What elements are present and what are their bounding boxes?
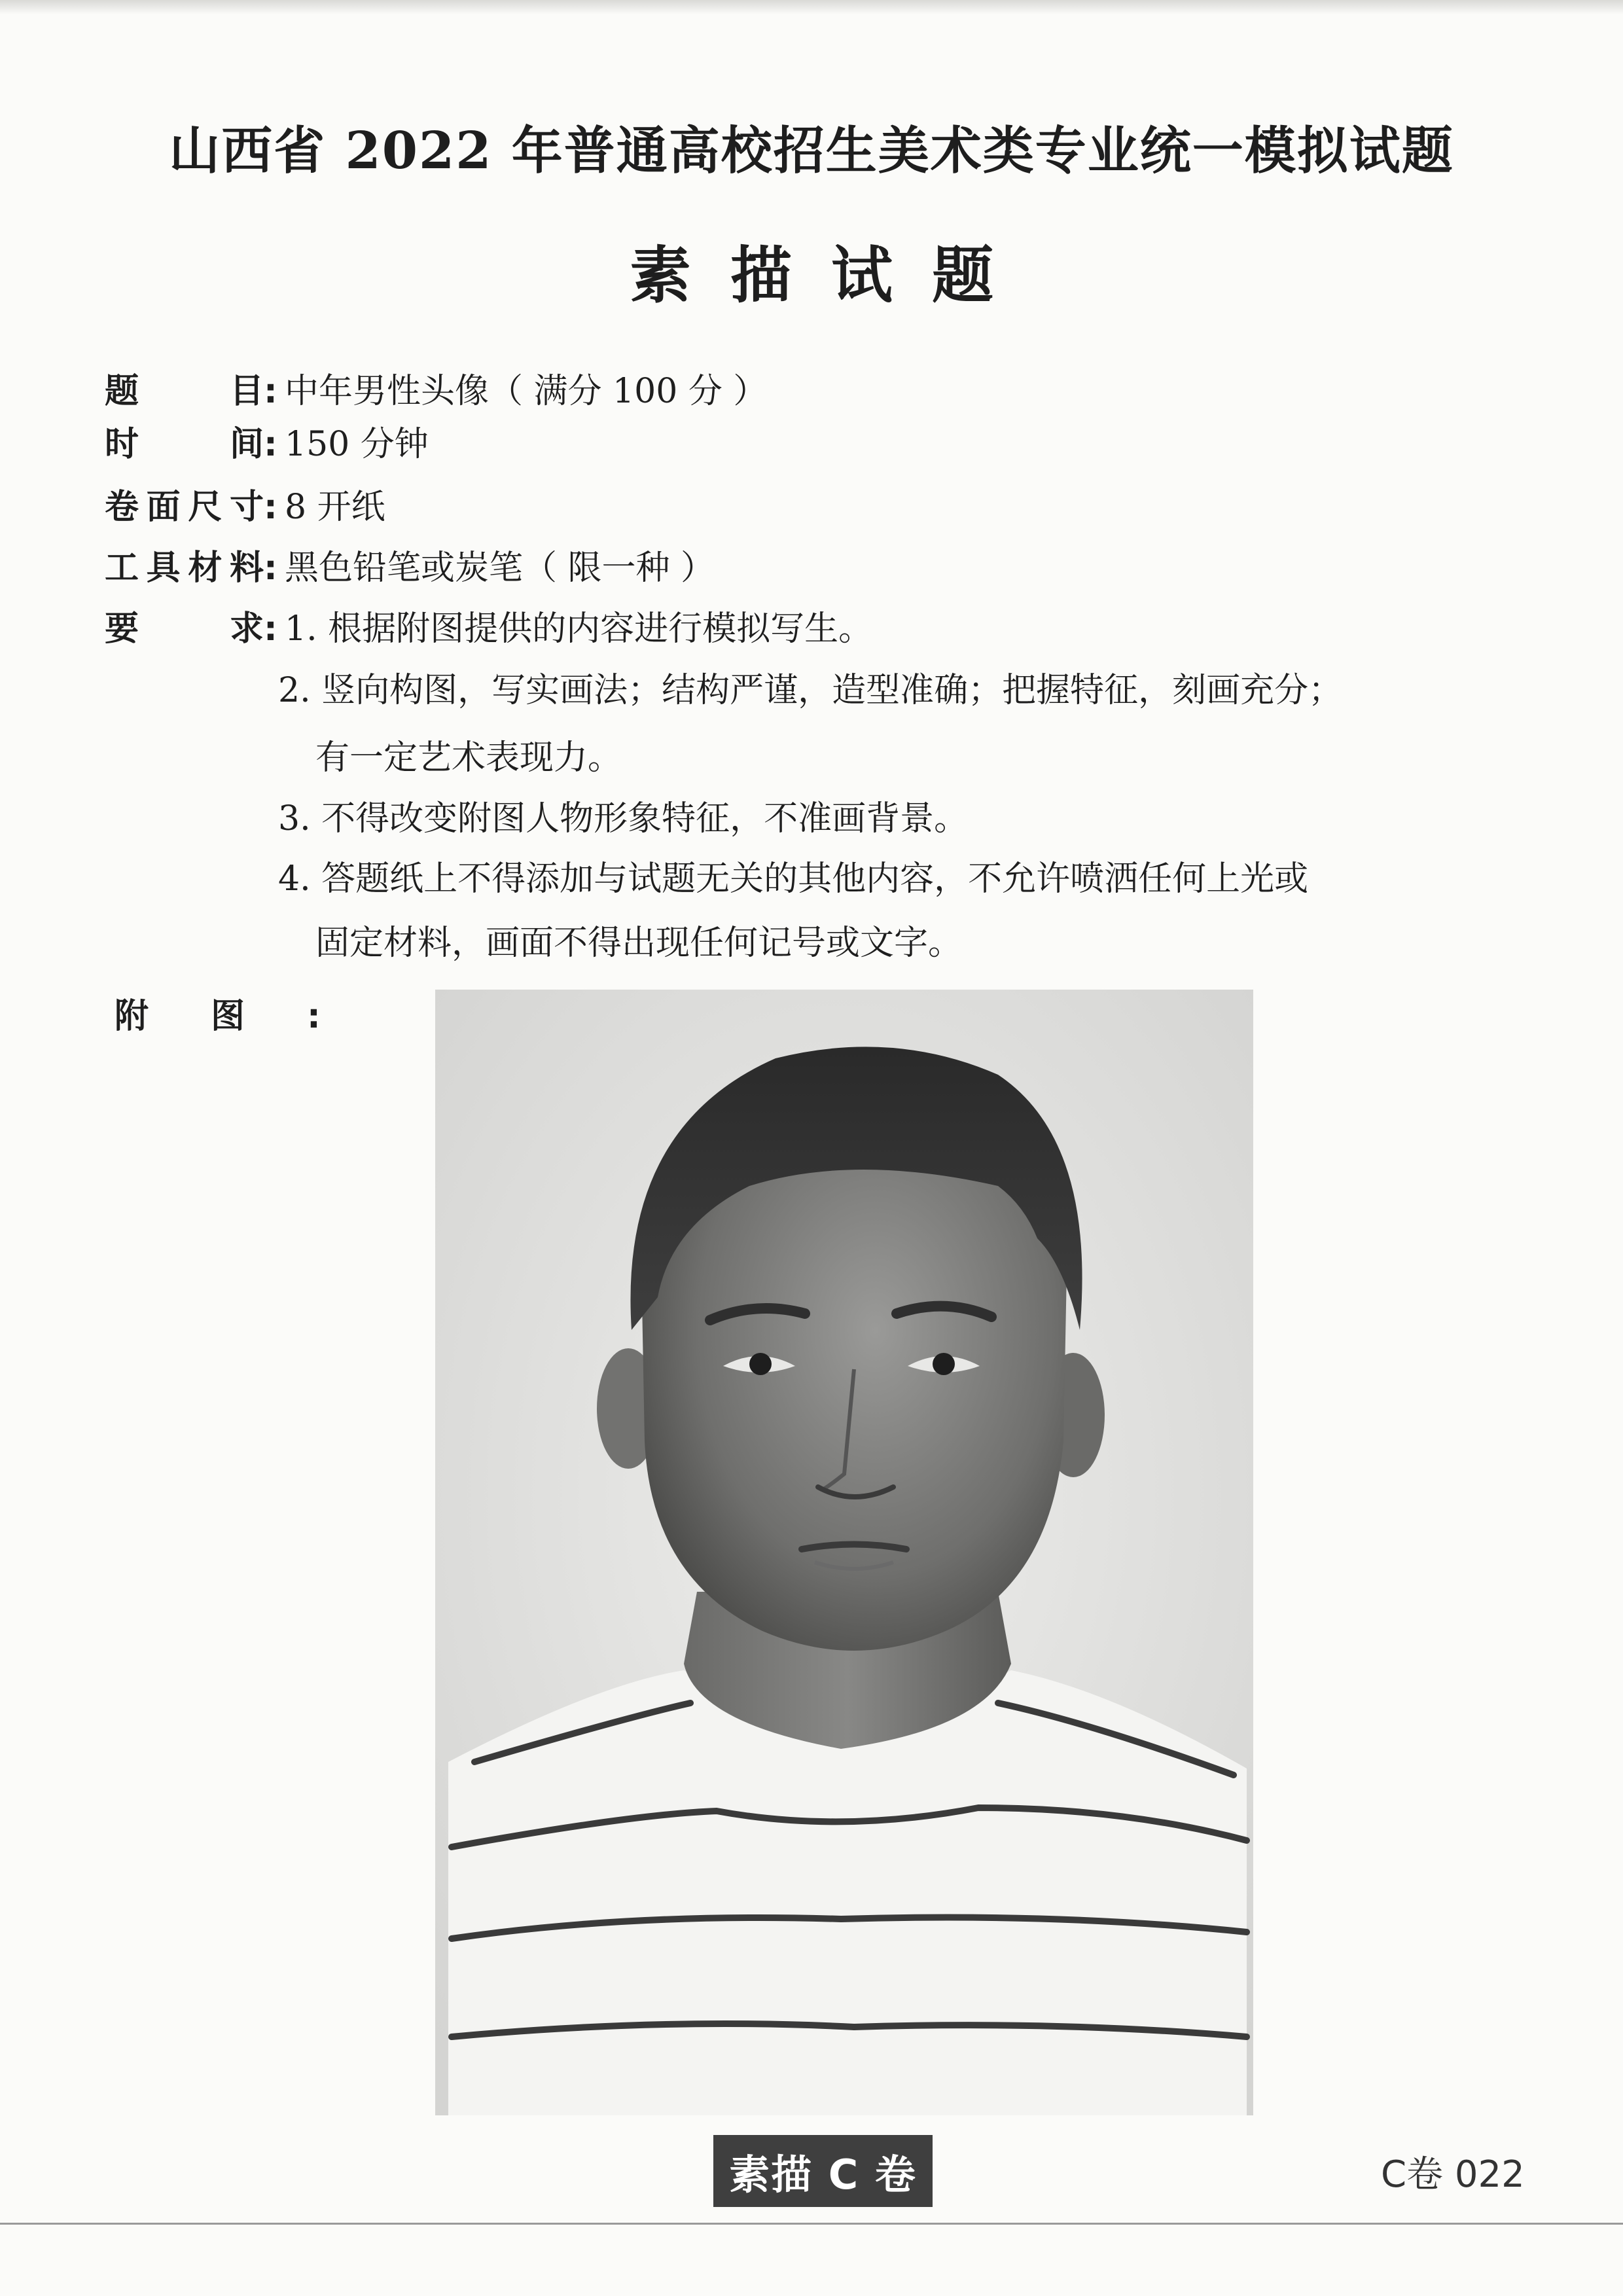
- info-label-time: 时间: [105, 425, 264, 464]
- colon: :: [264, 488, 277, 527]
- info-value-paper-size: 8 开纸: [285, 488, 385, 527]
- scan-edge-bottom: [0, 2223, 1623, 2225]
- scan-edge-top: [0, 0, 1623, 14]
- info-row-subject: [105, 363, 767, 412]
- info-row-time: [105, 416, 429, 465]
- exam-title: 山西省 2022 年普通高校招生美术类专业统一模拟试题: [169, 121, 1454, 181]
- page-code: C卷 022: [1381, 2153, 1525, 2196]
- info-row-requirements: [105, 601, 872, 650]
- info-row-paper-size: [105, 479, 385, 528]
- attachment-label: 附图:: [115, 997, 383, 1036]
- info-label-requirements: 要求: [105, 609, 264, 649]
- info-label-subject: 题目: [105, 372, 264, 411]
- requirement-item-4-line2: 固定材料，画面不得出现任何记号或文字。: [315, 924, 963, 963]
- colon: :: [264, 372, 277, 411]
- colon: :: [264, 425, 277, 464]
- subject-title: 素描试题: [629, 240, 1033, 312]
- info-value-subject: 中年男性头像（ 满分 100 分 ）: [285, 372, 768, 411]
- requirement-item-4-line1: 4. 答题纸上不得添加与试题无关的其他内容，不允许喷洒任何上光或: [278, 859, 1309, 899]
- portrait-photo-icon: [435, 990, 1253, 2115]
- info-value-time: 150 分钟: [285, 425, 429, 464]
- info-row-materials: [105, 540, 715, 589]
- colon: :: [264, 548, 277, 588]
- colon: :: [264, 609, 277, 649]
- requirement-item-2-line1: 2. 竖向构图，写实画法；结构严谨，造型准确；把握特征，刻画充分；: [278, 671, 1343, 710]
- info-value-materials: 黑色铅笔或炭笔（ 限一种 ）: [285, 548, 715, 588]
- paper-version-badge: 素描 C 卷: [713, 2135, 933, 2207]
- info-label-paper-size: 卷面尺寸: [105, 488, 264, 527]
- portrait-photo: [435, 990, 1253, 2115]
- requirement-item-2-line2: 有一定艺术表现力。: [315, 738, 622, 778]
- requirement-item-1: 1. 根据附图提供的内容进行模拟写生。: [285, 609, 873, 649]
- info-label-materials: 工具材料: [105, 548, 264, 588]
- requirement-item-3: 3. 不得改变附图人物形象特征，不准画背景。: [278, 799, 969, 838]
